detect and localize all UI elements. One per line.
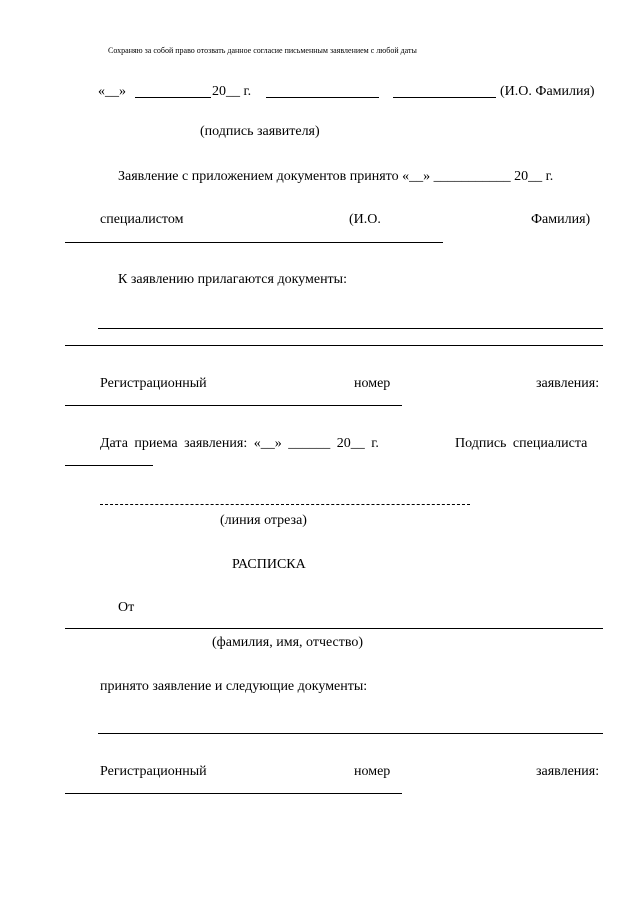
signature-line — [266, 97, 379, 98]
reg-number-word-2: номер — [354, 376, 391, 391]
consent-revocation-note: Сохраняю за собой право отозвать данное согласие письменным заявлением с любой даты — [108, 46, 417, 55]
date-day-field: «__» — [98, 84, 126, 99]
accepted-docs-line — [98, 733, 603, 734]
cut-line — [100, 504, 470, 505]
fio-caption: (фамилия, имя, отчество) — [212, 635, 364, 650]
applicant-signature-caption: (подпись заявителя) — [200, 124, 320, 139]
application-accepted-text: Заявление с приложением документов принято «__» ___________ 20__ г. — [118, 169, 554, 184]
attached-docs-line-1 — [98, 328, 603, 329]
specialist-signature-label: Подпись специалиста — [455, 436, 588, 451]
reg-number-2-word-2: номер — [354, 764, 391, 779]
receipt-date-text: Дата приема заявления: «__» ______ 20__ г. — [100, 436, 379, 451]
reg-number-2-line — [65, 793, 402, 794]
reg-number-2-word-3: заявления: — [536, 764, 600, 779]
attached-docs-line-2 — [65, 345, 603, 346]
specialist-surname: Фамилия) — [531, 212, 591, 227]
attached-docs-label: К заявлению прилагаются документы: — [118, 272, 347, 287]
cut-line-caption: (линия отреза) — [220, 513, 307, 528]
specialist-name-line — [65, 242, 443, 243]
date-year-field: 20__ г. — [212, 84, 252, 99]
accepted-docs-label: принято заявление и следующие документы: — [100, 679, 368, 694]
from-label: От — [118, 600, 135, 615]
date-month-line — [135, 97, 211, 98]
specialist-label: специалистом — [100, 212, 184, 227]
reg-number-line — [65, 405, 402, 406]
reg-number-word-1: Регистрационный — [100, 376, 207, 391]
reg-number-word-3: заявления: — [536, 376, 600, 391]
name-line — [393, 97, 496, 98]
reg-number-2-word-1: Регистрационный — [100, 764, 207, 779]
specialist-signature-line — [65, 465, 153, 466]
from-name-line — [65, 628, 603, 629]
specialist-io: (И.О. — [349, 212, 381, 227]
receipt-title: РАСПИСКА — [232, 557, 306, 572]
name-caption: (И.О. Фамилия) — [500, 84, 595, 99]
